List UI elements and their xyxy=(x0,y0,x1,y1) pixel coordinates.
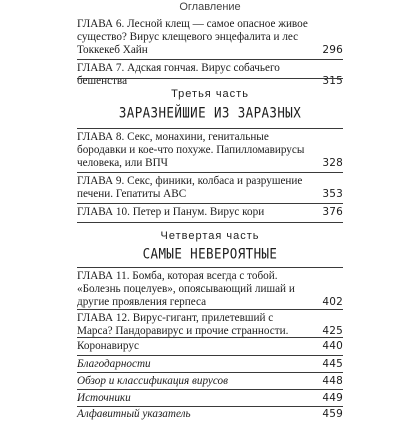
toc-divider xyxy=(77,389,343,390)
toc-entry-title: ГЛАВА 7. Адская гончая. Вирус собачьего бешенства xyxy=(77,62,280,87)
toc-entry-page: 448 xyxy=(322,375,343,387)
toc-entry-overview[interactable] xyxy=(77,375,343,388)
toc-entry-title: ГЛАВА 12. Вирус-гигант, прилетевший с Марса? Пандоравирус и прочие странности. xyxy=(77,312,289,337)
toc-entry-title: ГЛАВА 8. Секс, монахини, генитальные бородавки и кое-что похуже. Папилломавирусы человека, или ВПЧ xyxy=(77,131,305,169)
toc-entry-chapter-10[interactable] xyxy=(77,206,343,219)
toc-entry-chapter-12[interactable] xyxy=(77,312,343,338)
toc-entry-page: 440 xyxy=(322,340,343,352)
toc-entry-page: 315 xyxy=(322,75,343,87)
toc-divider xyxy=(77,172,343,173)
toc-entry-page: 296 xyxy=(322,44,343,56)
running-head: Оглавление xyxy=(179,1,241,13)
part-title: ЗАРАЗНЕЙШИЕ ИЗ ЗАРАЗНЫХ xyxy=(118,103,302,122)
toc-divider xyxy=(77,128,343,129)
toc-entry-title: Алфавитный указатель xyxy=(77,408,191,420)
toc-divider xyxy=(77,309,343,310)
toc-entry-chapter-8[interactable] xyxy=(77,131,343,170)
toc-entry-chapter-11[interactable] xyxy=(77,270,343,309)
toc-entry-page: 353 xyxy=(322,188,343,200)
toc-entry-page: 449 xyxy=(322,392,343,404)
toc-divider xyxy=(77,222,343,223)
toc-entry-page: 328 xyxy=(322,157,343,169)
toc-entry-title: Коронавирус xyxy=(77,340,139,352)
toc-divider xyxy=(77,59,343,60)
toc-entry-page: 376 xyxy=(322,206,343,218)
toc-entry-title: Благодарности xyxy=(77,358,151,370)
toc-entry-title: Источники xyxy=(77,392,131,404)
toc-entry-chapter-7[interactable] xyxy=(77,62,343,88)
toc-entry-chapter-9[interactable] xyxy=(77,175,343,201)
part-title: САМЫЕ НЕВЕРОЯТНЫЕ xyxy=(142,244,278,263)
part-label: Четвертая часть xyxy=(160,230,260,242)
toc-entry-title: Обзор и классификация вирусов xyxy=(77,375,229,387)
toc-entry-coronavirus[interactable] xyxy=(77,340,343,353)
toc-divider xyxy=(77,78,343,79)
toc-entry-title: ГЛАВА 10. Петер и Панум. Вирус кори xyxy=(77,206,265,218)
toc-entry-sources[interactable] xyxy=(77,392,343,405)
part-label: Третья часть xyxy=(171,88,249,100)
toc-entry-page: 402 xyxy=(322,296,343,308)
toc-divider xyxy=(77,406,343,407)
toc-entry-acknowledgements[interactable] xyxy=(77,358,343,371)
toc-entry-chapter-6[interactable] xyxy=(77,18,343,57)
toc-entry-page: 459 xyxy=(322,408,343,420)
toc-divider xyxy=(77,355,343,356)
toc-divider xyxy=(77,337,343,338)
toc-entry-title: ГЛАВА 6. Лесной клещ — самое опасное живое существо? Вирус клещевого энцефалита и лес Токкекеб Хайн xyxy=(77,18,308,56)
toc-divider xyxy=(77,267,343,268)
toc-entry-title: ГЛАВА 9. Секс, финики, колбаса и разрушение печени. Гепатиты ABC xyxy=(77,175,303,200)
toc-entry-page: 445 xyxy=(322,358,343,370)
toc-divider xyxy=(77,203,343,204)
toc-entry-title: ГЛАВА 11. Бомба, которая всегда с тобой. «Болезнь поцелуев», опоясывающий лишай и другие проявления герпеса xyxy=(77,270,295,308)
toc-divider xyxy=(77,372,343,373)
toc-entry-index[interactable] xyxy=(77,408,343,421)
toc-entry-page: 425 xyxy=(322,325,343,337)
